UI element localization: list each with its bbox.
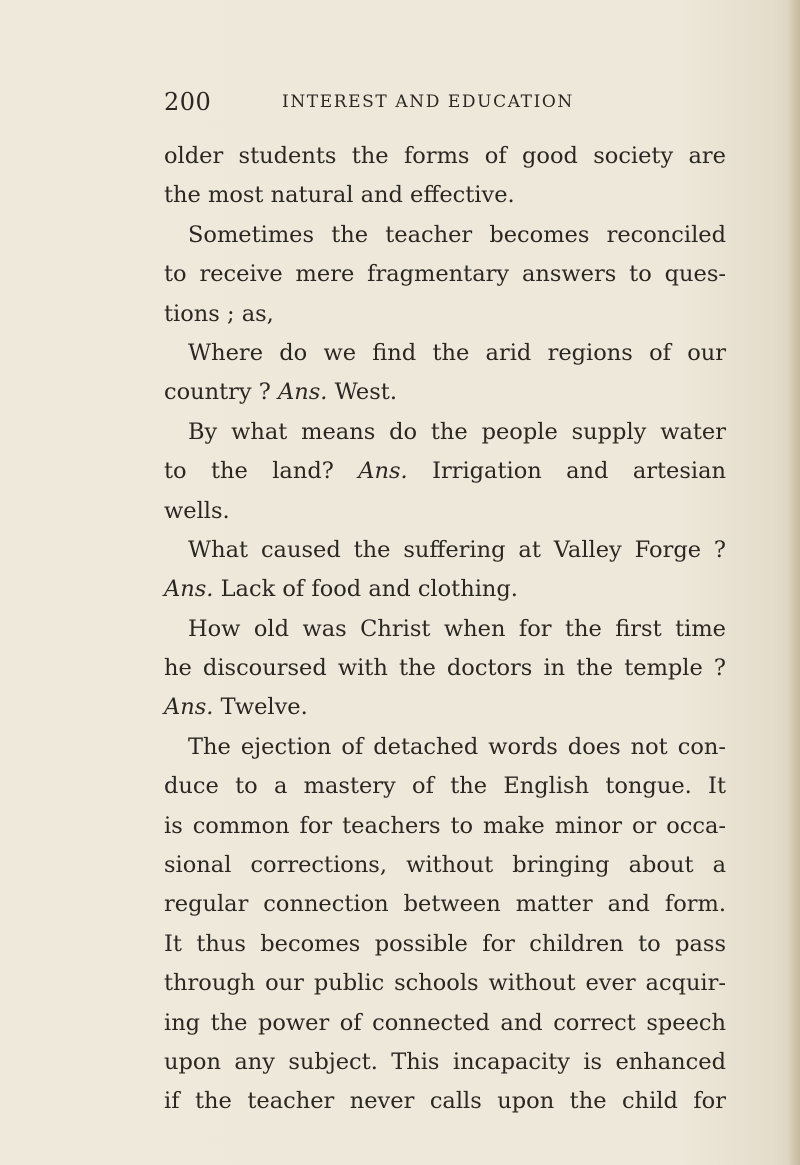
answer-line: [164, 688, 726, 727]
question-line: What caused the suffering at Valley Forge ?: [188, 536, 726, 563]
question-line: How old was Christ when for the first time: [188, 615, 726, 642]
answer-text: Irrigation and artesian: [432, 458, 727, 485]
page-header: [164, 88, 724, 120]
text-line: tions ; as,: [164, 300, 274, 327]
answer-label: Ans.: [358, 458, 408, 485]
page-number: 200: [164, 88, 212, 116]
text-line: wells.: [164, 497, 230, 524]
answer-line: [164, 452, 726, 491]
paragraph-start-line: Sometimes the teacher becomes reconciled: [188, 221, 726, 248]
question-text: country ?: [164, 379, 271, 406]
text-line: duce to a mastery of the English tongue. It: [164, 773, 726, 800]
text-line: he discoursed with the doctors in the temple ?: [164, 655, 726, 682]
body-text: [164, 137, 726, 1122]
text-line: to receive mere fragmentary answers to ques-: [164, 261, 726, 288]
running-head: INTEREST AND EDUCATION: [282, 92, 574, 112]
paragraph-start-line: The ejection of detached words does not con-: [188, 733, 726, 760]
text-line: sional corrections, without bringing about a: [164, 852, 726, 879]
text-line: is common for teachers to make minor or occa-: [164, 812, 726, 839]
question-line: By what means do the people supply water: [188, 418, 726, 445]
answer-label: Ans.: [164, 694, 214, 721]
text-line: the most natural and effective.: [164, 182, 515, 209]
answer-text: Twelve.: [220, 694, 308, 721]
text-line: ing the power of connected and correct speech: [164, 1009, 726, 1036]
answer-line: [164, 373, 726, 412]
answer-label: Ans.: [164, 576, 214, 603]
answer-line: [164, 570, 726, 609]
text-line: through our public schools without ever acquir-: [164, 970, 726, 997]
answer-label: Ans.: [278, 379, 328, 406]
answer-text: Lack of food and clothing.: [220, 576, 518, 603]
answer-text: West.: [334, 379, 397, 406]
page-edge-shadow: [788, 0, 800, 1165]
text-line: if the teacher never calls upon the child for: [164, 1088, 726, 1115]
text-line: regular connection between matter and form.: [164, 891, 726, 918]
text-line: upon any subject. This incapacity is enhanced: [164, 1048, 726, 1075]
question-text: to the land?: [164, 458, 334, 485]
text-line: older students the forms of good society are: [164, 143, 726, 169]
text-line: It thus becomes possible for children to pass: [164, 930, 726, 957]
question-line: Where do we find the arid regions of our: [188, 339, 726, 366]
